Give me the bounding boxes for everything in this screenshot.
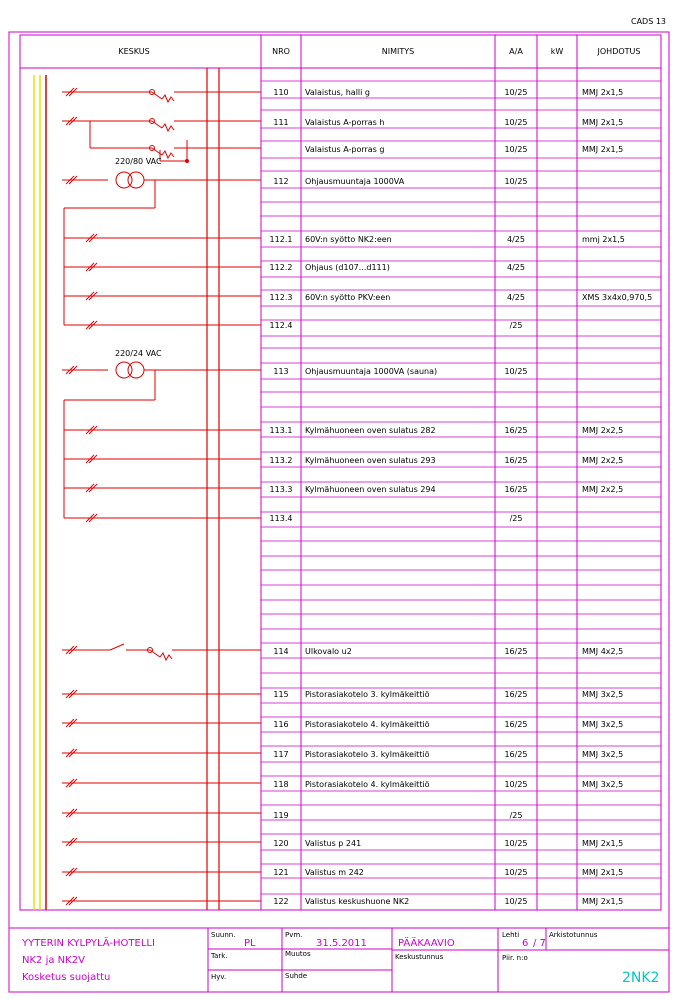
circuit-row bbox=[270, 514, 523, 523]
circuit-nro: 113 bbox=[273, 367, 289, 376]
circuit-aa: /25 bbox=[509, 514, 523, 523]
tark-label: Tark. bbox=[211, 952, 228, 960]
circuit-row bbox=[273, 897, 623, 906]
circuit-row bbox=[270, 321, 523, 330]
circuit-aa: 10/25 bbox=[504, 145, 528, 154]
hyv-label: Hyv. bbox=[211, 973, 227, 981]
circuit-aa: 16/25 bbox=[504, 647, 528, 656]
circuit-nimitys: Valaistus A-porras g bbox=[305, 145, 385, 154]
circuit-nimitys: Ulkovalo u2 bbox=[305, 647, 352, 656]
circuit-row bbox=[273, 88, 623, 97]
circuit-aa: 10/25 bbox=[504, 780, 528, 789]
circuit-johdotus: MMJ 3x2,5 bbox=[582, 780, 624, 789]
resistor-zigzag bbox=[162, 151, 174, 158]
transformer-label-1: 220/80 VAC bbox=[115, 157, 162, 166]
transformer-label-2: 220/24 VAC bbox=[115, 349, 162, 358]
circuit-row bbox=[273, 750, 623, 759]
arkisto-label: Arkistotunnus bbox=[549, 931, 598, 939]
resistor-zigzag bbox=[162, 95, 174, 102]
circuit-aa: 10/25 bbox=[504, 118, 528, 127]
resistor-zigzag bbox=[160, 653, 172, 660]
circuit-row bbox=[305, 145, 623, 154]
circuit-nro: 111 bbox=[273, 118, 289, 127]
circuit-aa: 16/25 bbox=[504, 690, 528, 699]
circuit-nro: 113.1 bbox=[269, 426, 293, 435]
circuit-nimitys: Kylmähuoneen oven sulatus 293 bbox=[305, 456, 436, 465]
circuit-aa: 10/25 bbox=[504, 367, 528, 376]
circuit-aa: 10/25 bbox=[504, 868, 528, 877]
circuit-nimitys: Ohjausmuuntaja 1000VA bbox=[305, 177, 405, 186]
muutos-label: Muutos bbox=[285, 950, 311, 958]
circuit-row bbox=[273, 868, 623, 877]
piir-label: Piir. n:o bbox=[502, 954, 528, 962]
header-nro: NRO bbox=[272, 47, 290, 56]
sheet-code: CADS 13 bbox=[631, 17, 667, 26]
circuit-nro: 113.2 bbox=[269, 456, 293, 465]
circuit-aa: 16/25 bbox=[504, 720, 528, 729]
circuit-row bbox=[270, 263, 525, 272]
circuit-row bbox=[273, 118, 623, 127]
circuit-nimitys: Ohjausmuuntaja 1000VA (sauna) bbox=[305, 367, 438, 376]
circuit-aa: 16/25 bbox=[504, 426, 528, 435]
circuit-johdotus: MMJ 2x1,5 bbox=[582, 868, 624, 877]
transformer-coil bbox=[128, 172, 144, 188]
header-nimitys: NIMITYS bbox=[381, 47, 415, 56]
circuit-nro: 119 bbox=[273, 811, 289, 820]
circuit-johdotus: MMJ 2x1,5 bbox=[582, 839, 624, 848]
suunn-value: PL bbox=[244, 938, 256, 949]
project-subtitle: NK2 ja NK2V bbox=[22, 955, 85, 966]
circuit-johdotus: MMJ 3x2,5 bbox=[582, 750, 624, 759]
circuit-aa: /25 bbox=[509, 321, 523, 330]
header-aa: A/A bbox=[509, 47, 523, 56]
circuit-nimitys: Pistorasiakotelo 3. kylmäkeittiö bbox=[305, 750, 430, 759]
circuit-schematic bbox=[62, 88, 261, 905]
circuit-nro: 117 bbox=[273, 750, 289, 759]
circuit-nimitys: Kylmähuoneen oven sulatus 294 bbox=[305, 485, 436, 494]
circuit-johdotus: XMS 3x4x0,970,5 bbox=[582, 293, 653, 302]
keskustunnus-label: Keskustunnus bbox=[395, 953, 444, 961]
circuit-aa: 4/25 bbox=[507, 293, 525, 302]
circuit-row bbox=[273, 811, 522, 820]
circuit-aa: 4/25 bbox=[507, 263, 525, 272]
circuit-aa: 16/25 bbox=[504, 485, 528, 494]
circuit-row bbox=[270, 485, 624, 494]
circuit-row bbox=[270, 235, 625, 244]
circuit-aa: /25 bbox=[509, 811, 523, 820]
circuit-aa: 16/25 bbox=[504, 456, 528, 465]
circuit-johdotus: MMJ 2x1,5 bbox=[582, 118, 624, 127]
circuit-nro: 112.1 bbox=[269, 235, 293, 244]
circuit-johdotus: MMJ 2x1,5 bbox=[582, 145, 624, 154]
suunn-label: Suunn. bbox=[211, 931, 236, 939]
circuit-nimitys: Ohjaus (d107...d111) bbox=[305, 263, 390, 272]
circuit-nimitys: Valaistus A-porras h bbox=[305, 118, 385, 127]
circuit-johdotus: MMJ 2x2,5 bbox=[582, 426, 624, 435]
suhde-label: Suhde bbox=[285, 972, 308, 980]
title-block bbox=[9, 928, 669, 992]
circuit-aa: 10/25 bbox=[504, 897, 528, 906]
circuit-johdotus: MMJ 2x1,5 bbox=[582, 88, 624, 97]
circuit-row bbox=[273, 177, 527, 186]
circuit-nro: 112 bbox=[273, 177, 289, 186]
circuit-nimitys: Valistus keskushuone NK2 bbox=[305, 897, 410, 906]
contactor-arm bbox=[152, 92, 162, 99]
circuit-johdotus: MMJ 2x2,5 bbox=[582, 485, 624, 494]
project-note: Kosketus suojattu bbox=[22, 972, 111, 983]
header-johdotus: JOHDOTUS bbox=[597, 47, 641, 56]
circuit-nimitys: Kylmähuoneen oven sulatus 282 bbox=[305, 426, 436, 435]
circuit-row bbox=[273, 367, 527, 376]
circuit-aa: 16/25 bbox=[504, 750, 528, 759]
contactor-arm bbox=[150, 650, 160, 657]
circuit-row bbox=[273, 780, 623, 789]
circuit-nro: 121 bbox=[273, 868, 289, 877]
circuit-nro: 116 bbox=[273, 720, 289, 729]
drawing-code: 2NK2 bbox=[622, 970, 660, 986]
circuit-nimitys: Valistus m 242 bbox=[305, 868, 364, 877]
circuit-johdotus: MMJ 4x2,5 bbox=[582, 647, 624, 656]
circuit-aa: 4/25 bbox=[507, 235, 525, 244]
circuit-nro: 112.3 bbox=[269, 293, 293, 302]
circuit-row bbox=[270, 293, 653, 302]
circuit-nimitys: 60V:n syötto PKV:een bbox=[305, 293, 391, 302]
circuit-aa: 10/25 bbox=[504, 839, 528, 848]
circuit-nro: 120 bbox=[273, 839, 289, 848]
pvm-value: 31.5.2011 bbox=[316, 938, 367, 949]
circuit-johdotus: MMJ 2x1,5 bbox=[582, 897, 624, 906]
circuit-aa: 10/25 bbox=[504, 177, 528, 186]
circuit-nro: 110 bbox=[273, 88, 289, 97]
circuit-row bbox=[273, 647, 623, 656]
header-keskus: KESKUS bbox=[118, 47, 150, 56]
circuit-johdotus: MMJ 3x2,5 bbox=[582, 690, 624, 699]
circuit-johdotus: MMJ 3x2,5 bbox=[582, 720, 624, 729]
circuit-row bbox=[270, 456, 624, 465]
circuit-nro: 122 bbox=[273, 897, 289, 906]
lehti-value: 6 bbox=[522, 938, 529, 949]
circuit-johdotus: mmj 2x1,5 bbox=[582, 235, 625, 244]
drawing-name: PÄÄKAAVIO bbox=[398, 938, 455, 949]
circuit-johdotus: MMJ 2x2,5 bbox=[582, 456, 624, 465]
circuit-row bbox=[270, 426, 624, 435]
transformer-coil bbox=[116, 362, 132, 378]
circuit-nro: 113.4 bbox=[269, 514, 293, 523]
circuit-nimitys: Pistorasiakotelo 4. kylmäkeittiö bbox=[305, 780, 430, 789]
project-title: YYTERIN KYLPYLÄ-HOTELLI bbox=[22, 938, 155, 949]
circuit-row bbox=[273, 690, 623, 699]
circuit-row bbox=[273, 720, 623, 729]
header-kw: kW bbox=[550, 47, 564, 56]
circuit-row bbox=[273, 839, 623, 848]
lehti-label: Lehti bbox=[502, 931, 520, 939]
circuit-nimitys: Pistorasiakotelo 4. kylmäkeittiö bbox=[305, 720, 430, 729]
resistor-zigzag bbox=[162, 124, 174, 131]
pvm-label: Pvm. bbox=[285, 931, 303, 939]
circuit-nimitys: Valistus p 241 bbox=[305, 839, 362, 848]
circuit-nro: 114 bbox=[273, 647, 289, 656]
circuit-nimitys: Pistorasiakotelo 3. kylmäkeittiö bbox=[305, 690, 430, 699]
table-frame bbox=[20, 35, 661, 910]
transformer-coil bbox=[128, 362, 144, 378]
circuit-nimitys: Valaistus, halli g bbox=[305, 88, 370, 97]
circuit-nro: 118 bbox=[273, 780, 289, 789]
circuit-aa: 10/25 bbox=[504, 88, 528, 97]
circuit-nimitys: 60V:n syötto NK2:een bbox=[305, 235, 392, 244]
circuit-nro: 113.3 bbox=[269, 485, 293, 494]
lehti-total: / 7 bbox=[533, 938, 546, 949]
transformer-coil bbox=[116, 172, 132, 188]
circuit-nro: 112.2 bbox=[269, 263, 293, 272]
circuit-nro: 115 bbox=[273, 690, 289, 699]
switch-blade bbox=[110, 644, 124, 650]
contactor-arm bbox=[152, 121, 162, 128]
circuit-nro: 112.4 bbox=[269, 321, 293, 330]
